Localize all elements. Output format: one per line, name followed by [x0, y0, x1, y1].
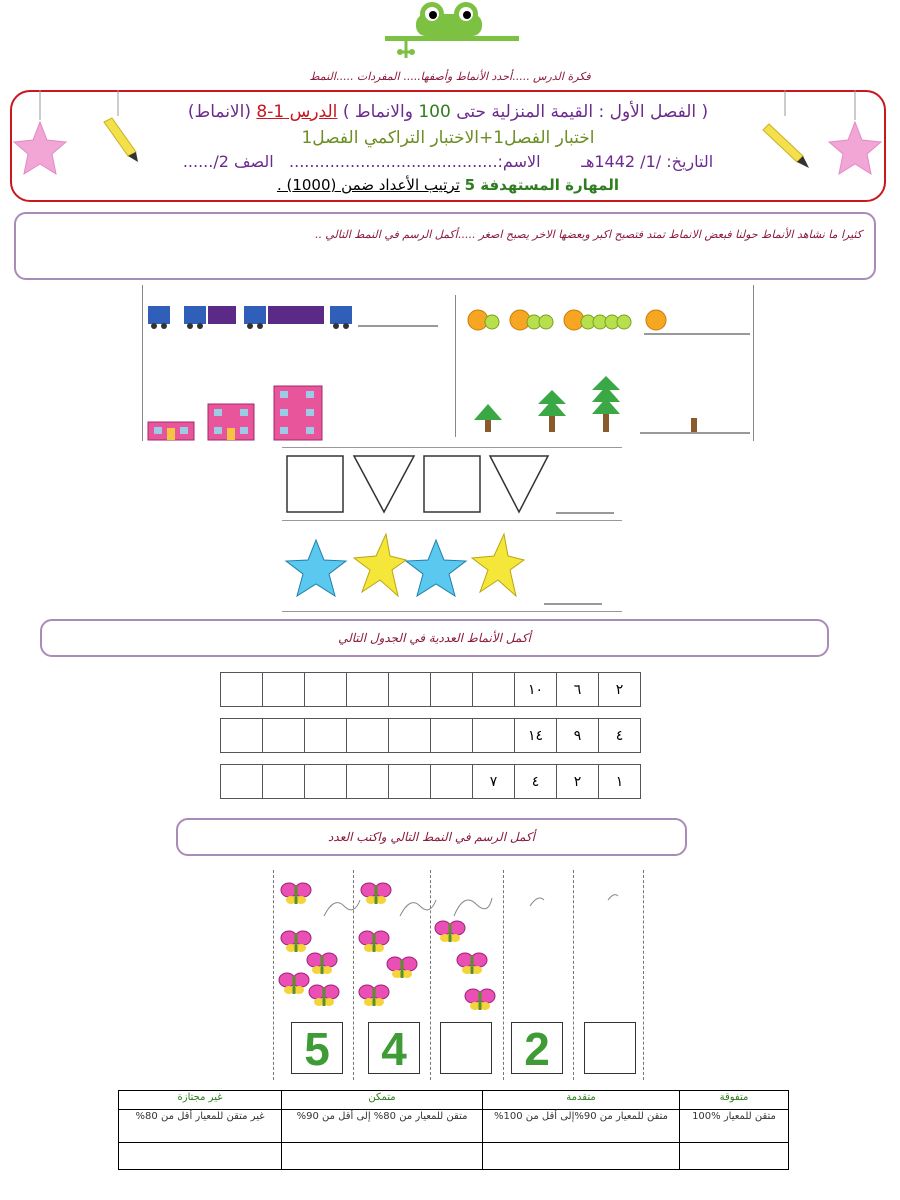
lesson-number: الدرس 1-8	[256, 102, 338, 122]
table3-cell[interactable]	[431, 765, 473, 799]
skill-label: المهارة المستهدفة 5	[464, 176, 620, 194]
number-pattern-title-box	[40, 619, 829, 657]
number-pattern-table-2	[220, 718, 641, 753]
train-pattern	[144, 296, 444, 334]
table1-cell[interactable]	[389, 673, 431, 707]
number-pattern-title: أكمل الأنماط العددية في الجدول التالي	[338, 631, 531, 645]
rubric-description: غير متقن للمعيار أقل من 80%	[119, 1110, 282, 1143]
table2-cell[interactable]	[305, 719, 347, 753]
frog-logo	[380, 0, 525, 62]
table3-cell[interactable]: ٢	[557, 765, 599, 799]
number-pattern-table-3	[220, 764, 641, 799]
table3-cell[interactable]: ١	[599, 765, 641, 799]
skill-text: ترتيب الأعداد ضمن (1000) .	[276, 176, 460, 194]
rubric-description: متقن للمعيار من 90%إلى أقل من 100%	[483, 1110, 680, 1143]
table3-cell[interactable]	[263, 765, 305, 799]
rubric-header: متقدمة	[483, 1091, 680, 1110]
chapter-patterns: والانماط )	[342, 102, 413, 122]
header-line-4	[12, 176, 884, 194]
table2-cell[interactable]: ٤	[599, 719, 641, 753]
table1-cell[interactable]	[263, 673, 305, 707]
shape-pattern	[284, 453, 624, 517]
rubric-header: غير مجتازة	[119, 1091, 282, 1110]
header-line-1	[12, 102, 884, 122]
table1-cell[interactable]: ٢	[599, 673, 641, 707]
table2-cell[interactable]	[473, 719, 515, 753]
table1-cell[interactable]	[221, 673, 263, 707]
table2-cell[interactable]	[263, 719, 305, 753]
table1-cell[interactable]: ١٠	[515, 673, 557, 707]
table3-cell[interactable]	[305, 765, 347, 799]
tree-pattern	[470, 374, 752, 436]
table3-cell[interactable]: ٧	[473, 765, 515, 799]
shapes-divider-mid	[282, 520, 622, 521]
table1-cell[interactable]	[305, 673, 347, 707]
table3-cell[interactable]	[389, 765, 431, 799]
left-star-decoration	[10, 90, 140, 200]
header-line-3	[12, 152, 884, 171]
count-box-4[interactable]: 2	[511, 1022, 563, 1074]
butterfly-pattern	[274, 876, 644, 1016]
drawing-pattern-title: أكمل الرسم في النمط التالي واكتب العدد	[328, 830, 535, 844]
table2-cell[interactable]	[431, 719, 473, 753]
rubric-header: متفوقة	[680, 1091, 789, 1110]
count-box-2[interactable]: 4	[368, 1022, 420, 1074]
building-pattern	[146, 384, 326, 442]
date-field: التاريخ: /1/ 1442هـ	[581, 152, 714, 171]
count-box-3[interactable]	[440, 1022, 492, 1074]
table2-cell[interactable]	[347, 719, 389, 753]
table1-cell[interactable]	[473, 673, 515, 707]
right-star-decoration	[755, 90, 885, 200]
table1-cell[interactable]	[347, 673, 389, 707]
lesson-name: (الانماط)	[187, 102, 251, 122]
rubric-mark-cell[interactable]	[282, 1143, 483, 1170]
table3-cell[interactable]: ٤	[515, 765, 557, 799]
number-pattern-table-1	[220, 672, 641, 707]
count-box-5[interactable]	[584, 1022, 636, 1074]
table2-cell[interactable]	[221, 719, 263, 753]
table3-cell[interactable]	[221, 765, 263, 799]
stars-divider-bottom	[282, 611, 622, 612]
rubric-description: متقن للمعيار %100	[680, 1110, 789, 1143]
table1-cell[interactable]	[431, 673, 473, 707]
rubric-description: متقن للمعيار من 80% إلى أقل من 90%	[282, 1110, 483, 1143]
rubric-mark-cell[interactable]	[680, 1143, 789, 1170]
shapes-divider-top	[282, 447, 622, 448]
lesson-idea-line: فكرة الدرس .....أحدد الأنماط وأصفها..... المفردات .....النمط	[309, 70, 591, 83]
table2-cell[interactable]: ٩	[557, 719, 599, 753]
rubric-mark-cell[interactable]	[119, 1143, 282, 1170]
class-field: الصف 2/......	[182, 152, 274, 171]
star-pattern	[282, 528, 622, 608]
intro-box	[14, 212, 876, 280]
intro-text: كثيرا ما نشاهد الأنماط حولنا فبعض الانماط تمتد فتصبح اكبر وبعضها الاخر يصبح اصغر .....أكمل الرسم في النمط التالي ..	[314, 228, 862, 241]
table2-cell[interactable]	[389, 719, 431, 753]
header-line-2: اختبار الفصل1+الاختبار التراكمي الفصل1	[301, 128, 595, 148]
rubric-header: متمكن	[282, 1091, 483, 1110]
caterpillar-pattern	[462, 296, 752, 336]
rubric-table	[118, 1090, 789, 1170]
name-field: الاسم:.........................................	[289, 152, 541, 171]
count-box-1[interactable]: 5	[291, 1022, 343, 1074]
table1-cell[interactable]: ٦	[557, 673, 599, 707]
drawing-pattern-title-box	[176, 818, 687, 856]
table2-cell[interactable]: ١٤	[515, 719, 557, 753]
rubric-mark-cell[interactable]	[483, 1143, 680, 1170]
chapter-title: ( الفصل الأول : القيمة المنزلية حتى	[456, 102, 709, 122]
chapter-number: 100	[418, 102, 451, 122]
table3-cell[interactable]	[347, 765, 389, 799]
